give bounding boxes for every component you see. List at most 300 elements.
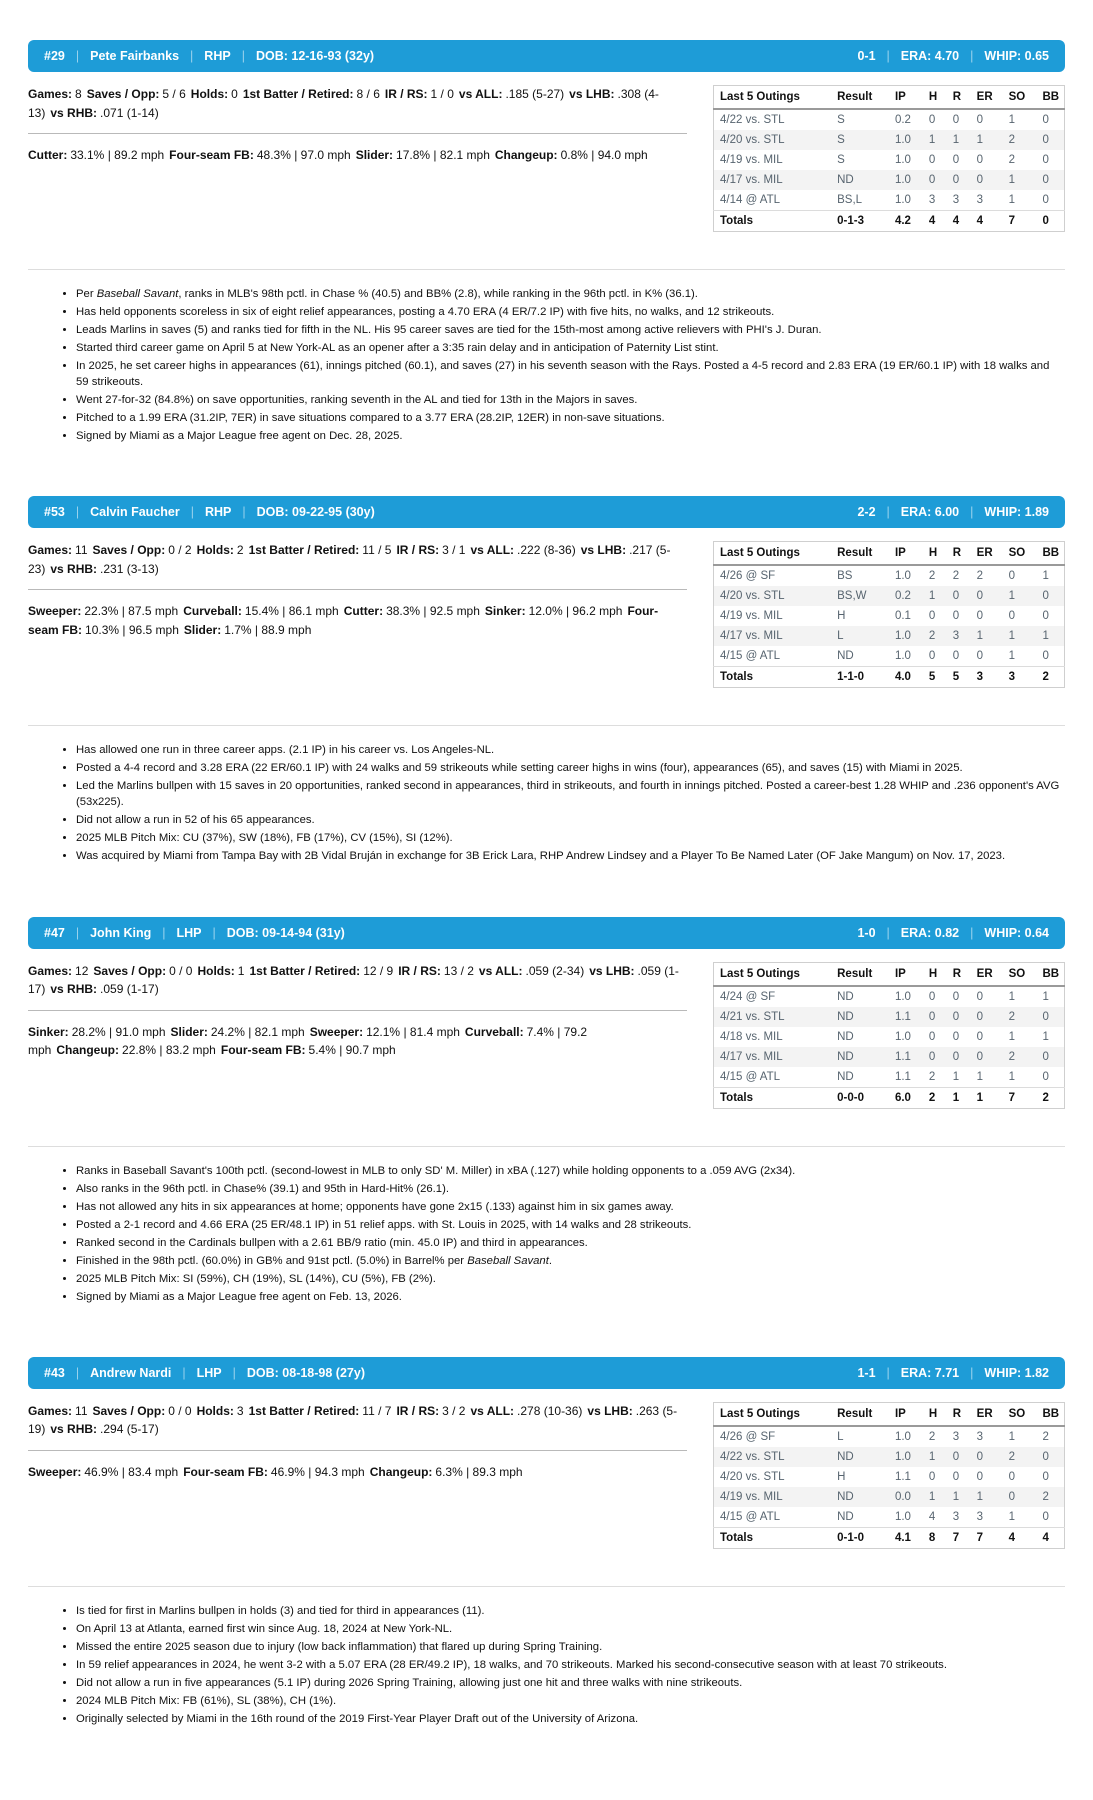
player-number: #53 xyxy=(44,505,65,520)
stat-label: Changeup: xyxy=(56,1043,120,1058)
column-header-result: Result xyxy=(831,962,889,986)
cell-result: S xyxy=(837,134,845,146)
stat-value: 12 xyxy=(75,963,89,978)
stat-value: 1.7% | 88.9 mph xyxy=(224,623,312,638)
player-header-bar xyxy=(28,496,1065,528)
stat-pair xyxy=(396,543,465,557)
note-bullet: • 2025 MLB Pitch Mix: CU (37%), SW (18%), FB (17%), CV (15%), SI (12%). xyxy=(76,830,1061,846)
stat-value: 3 / 2 xyxy=(442,1403,466,1418)
stat-pair xyxy=(28,148,164,162)
outing-row xyxy=(714,190,1065,211)
stat-value: .071 (1-14) xyxy=(100,105,159,120)
stat-label: Games: xyxy=(28,543,73,558)
column-header-so: SO xyxy=(1003,962,1037,986)
stat-label: 1st Batter / Retired: xyxy=(248,1403,360,1418)
cell-bb: 4 xyxy=(1036,1527,1064,1548)
stat-value: 33.1% | 89.2 mph xyxy=(70,148,165,163)
outing-row xyxy=(714,1487,1065,1507)
note-bullet: • In 59 relief appearances in 2024, he went 3-2 with a 5.07 ERA (28 ER/49.2 IP), 18 walks, and 70 strikeouts. Marked his second-consecutive season with at least 70 strikeouts. xyxy=(76,1657,1061,1673)
stat-label: Games: xyxy=(28,1403,73,1418)
cell-result: ND xyxy=(837,1050,854,1063)
cell-r: 0 xyxy=(952,1030,960,1043)
bullets-divider xyxy=(28,1586,1065,1587)
player-section xyxy=(28,1357,1065,1727)
stats-pitch-divider xyxy=(28,1450,687,1451)
player-number: #47 xyxy=(44,925,65,940)
cell-so: 1 xyxy=(1008,650,1015,663)
cell-ip: 1.0 xyxy=(894,194,911,206)
note-bullet: • Originally selected by Miami in the 16th round of the 2019 First-Year Player Draft out of the University of Arizona. xyxy=(76,1711,1061,1727)
stat-pair xyxy=(50,1422,158,1436)
player-header-bar xyxy=(28,1357,1065,1389)
column-header-r: R xyxy=(947,86,971,110)
cell-ip: 0.1 xyxy=(894,610,911,623)
stat-value: .278 (10-36) xyxy=(517,1403,583,1418)
note-bullet: • Per Baseball Savant, ranks in MLB's 98th pctl. in Chase % (40.5) and BB% (2.8), while ranking in the 96th pctl. in K% (36.1). xyxy=(76,286,1061,302)
stat-label: IR / RS: xyxy=(396,543,440,558)
player-whip: WHIP: 0.65 xyxy=(984,49,1049,63)
note-bullet: • Did not allow a run in five appearances (5.1 IP) during 2026 Spring Training, allowing just one hit and three walks with nine strikeouts. xyxy=(76,1675,1061,1691)
cell-result: L xyxy=(837,630,844,643)
column-header-bb: BB xyxy=(1036,962,1064,986)
stat-value: 38.3% | 92.5 mph xyxy=(386,604,480,619)
player-notes-list xyxy=(28,742,1065,864)
cell-result: ND xyxy=(837,1450,854,1463)
cell-ip: 1.0 xyxy=(894,134,911,146)
stat-pair xyxy=(470,1404,582,1418)
stat-pair xyxy=(28,964,88,978)
stats-line xyxy=(28,1402,687,1439)
cell-ip: 6.0 xyxy=(889,1087,923,1108)
stat-label: Curveball: xyxy=(464,1024,524,1039)
stat-label: 1st Batter / Retired: xyxy=(248,543,360,558)
player-identity xyxy=(44,926,345,940)
stat-label: Cutter: xyxy=(28,148,68,163)
stat-value: 17.8% | 82.1 mph xyxy=(396,148,490,163)
cell-result: ND xyxy=(837,1510,854,1523)
cell-so: 3 xyxy=(1003,667,1037,688)
stat-label: Four-seam FB: xyxy=(183,1464,268,1479)
cell-date: 4/15 @ ATL xyxy=(720,1070,781,1083)
stat-value: .231 (3-13) xyxy=(100,561,159,576)
stat-value: 5 / 6 xyxy=(162,87,186,101)
note-bullet: • On April 13 at Atlanta, earned first win since Aug. 18, 2024 at New York-NL. xyxy=(76,1621,1061,1637)
player-identity xyxy=(44,1366,365,1380)
stat-pair xyxy=(169,148,351,162)
cell-so: 1 xyxy=(1008,174,1015,186)
stat-label: vs ALL: xyxy=(470,543,515,558)
cell-result: ND xyxy=(837,1070,854,1083)
player-name: Andrew Nardi xyxy=(90,1365,172,1380)
stat-label: vs LHB: xyxy=(589,963,635,978)
player-season-line xyxy=(857,926,1049,940)
stat-value: 10.3% | 96.5 mph xyxy=(85,623,179,638)
cell-er: 0 xyxy=(976,114,984,126)
cell-er: 0 xyxy=(976,1450,984,1463)
stat-value: 12.1% | 81.4 mph xyxy=(366,1024,460,1039)
stat-pair xyxy=(28,87,82,101)
player-dob: DOB: 09-22-95 (30y) xyxy=(256,505,375,520)
cell-h: 0 xyxy=(928,990,936,1003)
stat-pair xyxy=(344,604,480,618)
cell-ip: 1.1 xyxy=(894,1050,911,1063)
pitch-mix-line xyxy=(28,1023,687,1060)
cell-result: 1-1-0 xyxy=(831,667,889,688)
player-era: ERA: 6.00 xyxy=(900,505,960,520)
cell-r: 1 xyxy=(952,134,960,146)
note-bullet: • Has held opponents scoreless in six of eight relief appearances, posting a 4.70 ERA (4 ER/7.2 IP) with five hits, no walks, and 12 strikeouts. xyxy=(76,304,1061,320)
cell-er: 0 xyxy=(976,174,984,186)
last-5-outings-table xyxy=(713,1402,1065,1549)
cell-bb: 1 xyxy=(1042,630,1049,643)
cell-bb: 0 xyxy=(1042,154,1049,166)
stat-value: 0 / 0 xyxy=(168,1403,192,1418)
stat-value: 7.4% | 79.2 mph xyxy=(28,1024,588,1058)
header-separator: | xyxy=(886,925,890,940)
stat-pair xyxy=(459,87,564,101)
stat-pair xyxy=(249,1404,392,1418)
last-5-outings-table xyxy=(713,962,1065,1109)
cell-r: 0 xyxy=(952,650,960,663)
cell-r: 2 xyxy=(952,570,960,583)
cell-r: 0 xyxy=(952,174,960,186)
header-separator: | xyxy=(242,505,246,520)
stat-value: 12 / 9 xyxy=(363,963,394,978)
player-name: Pete Fairbanks xyxy=(90,49,180,63)
cell-ip: 1.0 xyxy=(894,174,911,186)
stat-label: Holds: xyxy=(196,543,234,558)
stat-label: Holds: xyxy=(197,963,235,978)
outing-row xyxy=(714,1507,1065,1528)
column-header-result: Result xyxy=(831,1402,889,1426)
note-bullet: • Posted a 2-1 record and 4.66 ERA (25 ER/48.1 IP) in 51 relief apps. with St. Louis in 2025, with 14 walks and 28 strikeouts. xyxy=(76,1217,1061,1233)
stat-value: 24.2% | 82.1 mph xyxy=(210,1024,305,1039)
note-bullet: • Has not allowed any hits in six appearances at home; opponents have gone 2x15 (.133) against him in six games away. xyxy=(76,1199,1061,1215)
stat-value: .263 (5-19) xyxy=(28,1403,678,1437)
column-header-so: SO xyxy=(1003,542,1037,566)
cell-ip: 1.0 xyxy=(894,1510,911,1523)
cell-result: 0-1-0 xyxy=(831,1527,889,1548)
note-bullet: • Ranks in Baseball Savant's 100th pctl. (second-lowest in MLB to only SD' M. Miller) in xBA (.127) while holding opponents to a .059 AVG (2x34). xyxy=(76,1163,1061,1179)
cell-so: 2 xyxy=(1008,1450,1015,1463)
cell-er: 4 xyxy=(971,211,1003,232)
cell-result: ND xyxy=(837,1030,854,1043)
player-throws: RHP xyxy=(204,49,231,63)
cell-bb: 1 xyxy=(1042,570,1049,583)
totals-row xyxy=(714,667,1065,688)
bullets-divider xyxy=(28,269,1065,270)
player-number: #43 xyxy=(44,1365,65,1380)
cell-date: 4/24 @ SF xyxy=(720,990,776,1003)
cell-ip: 1.1 xyxy=(894,1070,911,1083)
header-separator: | xyxy=(75,49,80,63)
player-identity xyxy=(44,505,375,519)
cell-result: BS xyxy=(837,570,853,583)
column-header-r: R xyxy=(947,962,971,986)
stat-label: 1st Batter / Retired: xyxy=(249,963,361,978)
stat-value: .059 (1-17) xyxy=(28,963,679,997)
stat-value: 1 / 0 xyxy=(430,87,454,101)
cell-h: 3 xyxy=(928,194,936,206)
stat-pair xyxy=(197,543,244,557)
cell-h: 5 xyxy=(923,667,947,688)
cell-date: 4/20 vs. STL xyxy=(720,1470,785,1483)
cell-date: 4/22 vs. STL xyxy=(720,1450,785,1463)
cell-bb: 1 xyxy=(1042,1030,1049,1043)
header-separator: | xyxy=(241,49,245,63)
stat-pair xyxy=(495,148,648,162)
stat-value: 0 xyxy=(231,87,238,101)
stat-value: 46.9% | 94.3 mph xyxy=(270,1464,365,1479)
stat-pair xyxy=(50,106,158,120)
header-separator: | xyxy=(970,505,974,520)
cell-ip: 0.2 xyxy=(894,590,911,603)
stat-pair xyxy=(249,964,393,978)
stat-pair xyxy=(191,87,238,101)
player-era: ERA: 7.71 xyxy=(900,1365,960,1380)
cell-bb: 2 xyxy=(1042,1490,1049,1503)
cell-er: 1 xyxy=(976,134,984,146)
player-notes-list xyxy=(28,286,1065,444)
column-header-h: H xyxy=(923,542,947,566)
note-bullet: • Signed by Miami as a Major League free agent on Dec. 28, 2025. xyxy=(76,428,1061,444)
stat-pair xyxy=(479,964,584,978)
player-content-row xyxy=(28,1402,1065,1570)
stat-value: 8 / 6 xyxy=(356,87,380,101)
cell-ip: 1.0 xyxy=(894,630,911,643)
player-name: Calvin Faucher xyxy=(90,505,180,520)
stat-label: Sweeper: xyxy=(28,1464,82,1479)
player-section xyxy=(28,40,1065,444)
player-whip: WHIP: 1.82 xyxy=(984,1365,1049,1380)
cell-bb: 2 xyxy=(1042,1430,1049,1443)
player-record: 1-1 xyxy=(857,1365,876,1380)
cell-so: 0 xyxy=(1008,1490,1015,1503)
stat-value: 3 / 1 xyxy=(442,543,466,558)
player-stats-column xyxy=(28,962,713,1130)
stat-label: vs RHB: xyxy=(50,1422,98,1437)
stat-label: Slider: xyxy=(183,623,222,638)
column-header-so: SO xyxy=(1003,1402,1037,1426)
cell-er: 3 xyxy=(976,194,984,206)
cell-r: 0 xyxy=(952,1010,960,1023)
cell-bb: 0 xyxy=(1042,1010,1049,1023)
stat-label: Games: xyxy=(28,963,73,978)
stat-value: .294 (5-17) xyxy=(100,1422,159,1437)
cell-so: 7 xyxy=(1003,211,1037,232)
header-separator: | xyxy=(212,925,216,940)
cell-date: 4/19 vs. MIL xyxy=(720,1490,783,1503)
stats-line xyxy=(28,85,687,122)
stats-pitch-divider xyxy=(28,1010,687,1011)
stat-label: Sinker: xyxy=(484,604,526,619)
stat-pair xyxy=(396,1404,465,1418)
cell-result: H xyxy=(837,610,846,623)
outing-row xyxy=(714,1067,1065,1088)
player-section xyxy=(28,496,1065,864)
player-notes-list xyxy=(28,1603,1065,1727)
column-header-r: R xyxy=(947,542,971,566)
player-number: #29 xyxy=(44,49,65,63)
column-header-er: ER xyxy=(971,1402,1003,1426)
column-header-so: SO xyxy=(1003,86,1037,110)
outing-row xyxy=(714,565,1065,586)
cell-h: 4 xyxy=(928,1510,936,1523)
player-content-row xyxy=(28,85,1065,253)
cell-date: 4/20 vs. STL xyxy=(720,134,785,146)
cell-bb: 1 xyxy=(1042,990,1049,1003)
cell-r: 0 xyxy=(952,154,960,166)
cell-er: 7 xyxy=(971,1527,1003,1548)
cell-so: 2 xyxy=(1008,1010,1015,1023)
header-separator: | xyxy=(190,49,194,63)
stat-label: IR / RS: xyxy=(384,87,428,101)
cell-result: BS,W xyxy=(837,590,867,603)
cell-ip: 1.0 xyxy=(894,1030,911,1043)
outings-table-column xyxy=(713,1402,1065,1570)
cell-date: Totals xyxy=(714,1527,832,1548)
stat-label: vs ALL: xyxy=(470,1403,515,1418)
outings-header-row xyxy=(714,86,1065,110)
cell-ip: 1.0 xyxy=(894,154,911,166)
cell-so: 0 xyxy=(1008,610,1015,623)
stat-label: vs ALL: xyxy=(458,87,503,101)
stat-pair xyxy=(184,623,312,637)
player-content-row xyxy=(28,962,1065,1130)
cell-h: 0 xyxy=(928,1030,936,1043)
cell-r: 0 xyxy=(952,1450,960,1463)
note-bullet: • Did not allow a run in 52 of his 65 appearances. xyxy=(76,812,1061,828)
cell-so: 2 xyxy=(1008,154,1015,166)
outing-row xyxy=(714,1447,1065,1467)
header-separator: | xyxy=(232,1365,236,1380)
cell-ip: 1.0 xyxy=(894,990,911,1003)
stat-value: 11 xyxy=(75,1403,88,1418)
cell-result: 0-1-3 xyxy=(831,211,889,232)
cell-bb: 0 xyxy=(1042,650,1049,663)
stat-label: Changeup: xyxy=(494,148,558,163)
player-whip: WHIP: 1.89 xyxy=(984,505,1049,520)
cell-so: 1 xyxy=(1008,630,1015,643)
column-header-h: H xyxy=(923,962,947,986)
player-era: ERA: 0.82 xyxy=(900,925,960,940)
stat-label: Holds: xyxy=(190,87,229,101)
player-record: 0-1 xyxy=(857,49,876,63)
column-header-ip: IP xyxy=(889,1402,923,1426)
last-5-outings-table xyxy=(713,85,1065,232)
stat-pair xyxy=(56,1043,216,1057)
cell-er: 1 xyxy=(976,630,984,643)
stat-value: 48.3% | 97.0 mph xyxy=(256,148,351,163)
outing-row xyxy=(714,1467,1065,1487)
cell-bb: 0 xyxy=(1042,1050,1049,1063)
outings-header-row xyxy=(714,962,1065,986)
player-throws: LHP xyxy=(196,1365,222,1380)
stat-value: 28.2% | 91.0 mph xyxy=(71,1024,166,1039)
stat-value: .059 (2-34) xyxy=(525,963,585,978)
note-bullet: • Is tied for first in Marlins bullpen in holds (3) and tied for third in appearances (11). xyxy=(76,1603,1061,1619)
cell-date: 4/17 vs. MIL xyxy=(720,1050,783,1063)
stat-label: vs LHB: xyxy=(569,87,615,101)
note-bullet: • Leads Marlins in saves (5) and ranks tied for fifth in the NL. His 95 career saves are tied for the 15th-most among active relievers with PHI's J. Duran. xyxy=(76,322,1061,338)
cell-date: 4/26 @ SF xyxy=(720,1430,776,1443)
stat-pair xyxy=(28,1404,88,1418)
totals-row xyxy=(714,1527,1065,1548)
cell-r: 0 xyxy=(952,590,960,603)
stat-label: Sinker: xyxy=(28,1024,69,1039)
stat-value: .217 (5-23) xyxy=(28,543,671,576)
stat-pair xyxy=(197,964,244,978)
outing-row xyxy=(714,130,1065,150)
player-whip: WHIP: 0.64 xyxy=(984,925,1049,940)
column-header-ip: IP xyxy=(889,86,923,110)
cell-bb: 2 xyxy=(1036,667,1064,688)
cell-er: 3 xyxy=(976,1510,984,1523)
stat-value: 22.8% | 83.2 mph xyxy=(122,1043,216,1058)
cell-ip: 1.0 xyxy=(894,650,911,663)
cell-er: 3 xyxy=(971,667,1003,688)
stat-value: 8 xyxy=(75,87,82,101)
player-stats-column xyxy=(28,1402,713,1570)
header-separator: | xyxy=(886,49,890,63)
column-header-er: ER xyxy=(971,542,1003,566)
stat-pair xyxy=(249,543,392,557)
stat-pair xyxy=(370,1465,523,1479)
cell-so: 2 xyxy=(1008,134,1015,146)
header-separator: | xyxy=(886,1365,890,1380)
player-record: 2-2 xyxy=(857,505,876,520)
totals-row xyxy=(714,211,1065,232)
cell-result: S xyxy=(837,114,845,126)
stat-label: Cutter: xyxy=(343,604,384,619)
outings-table-body xyxy=(714,109,1065,232)
player-season-line xyxy=(857,505,1049,519)
outing-row xyxy=(714,646,1065,667)
player-content-row xyxy=(28,541,1065,709)
cell-so: 7 xyxy=(1003,1087,1037,1108)
stat-value: .308 (4-13) xyxy=(28,87,659,120)
cell-bb: 0 xyxy=(1042,194,1049,206)
cell-so: 1 xyxy=(1008,1070,1015,1083)
cell-h: 2 xyxy=(928,1070,936,1083)
stat-label: Four-seam FB: xyxy=(169,148,254,163)
cell-r: 4 xyxy=(947,211,971,232)
bullets-divider xyxy=(28,1146,1065,1147)
outing-row xyxy=(714,606,1065,626)
cell-r: 5 xyxy=(947,667,971,688)
cell-h: 0 xyxy=(928,174,936,186)
cell-so: 1 xyxy=(1008,114,1015,126)
cell-so: 1 xyxy=(1008,1510,1015,1523)
player-record: 1-0 xyxy=(857,925,876,940)
cell-er: 0 xyxy=(976,1050,984,1063)
stat-value: 0 / 2 xyxy=(168,543,192,558)
stat-label: Sweeper: xyxy=(28,604,82,619)
cell-r: 3 xyxy=(952,1430,960,1443)
stat-label: Games: xyxy=(28,87,73,101)
cell-r: 1 xyxy=(952,1070,960,1083)
stat-label: 1st Batter / Retired: xyxy=(242,87,354,101)
outing-row xyxy=(714,626,1065,646)
cell-bb: 0 xyxy=(1042,1070,1049,1083)
note-bullet: • Led the Marlins bullpen with 15 saves in 20 opportunities, ranked second in appearances, third in strikeouts, and fourth in innings pitched. Posted a career-best 1.28 WHIP and .236 opponent's AVG (53x225). xyxy=(76,778,1061,810)
cell-h: 2 xyxy=(928,1430,936,1443)
stat-label: Slider: xyxy=(170,1024,208,1039)
cell-h: 0 xyxy=(928,1050,936,1063)
cell-date: 4/14 @ ATL xyxy=(720,194,781,206)
cell-date: 4/17 vs. MIL xyxy=(720,174,783,186)
stat-label: Curveball: xyxy=(183,604,242,619)
